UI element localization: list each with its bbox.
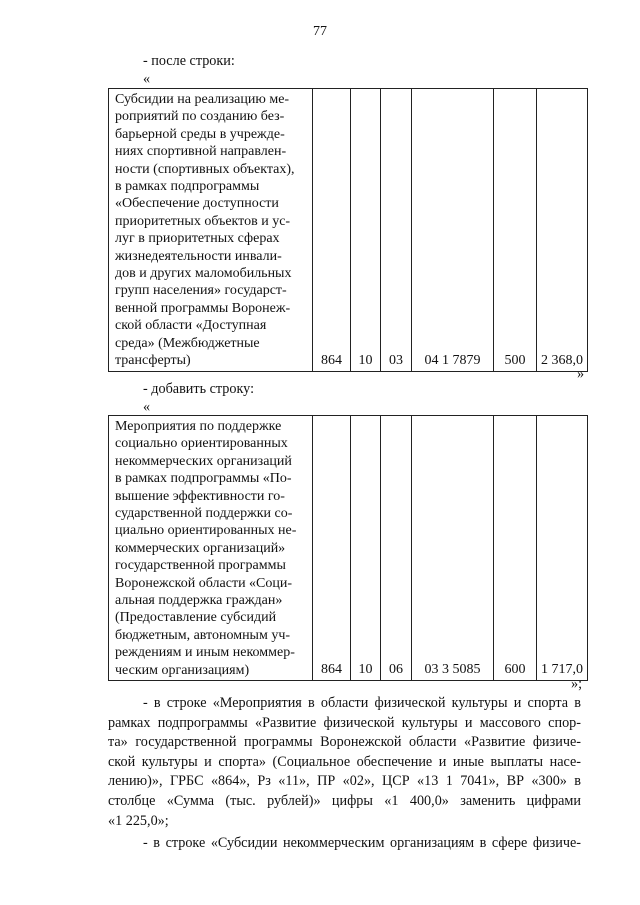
paragraph-line: - в строке «Мероприятия в области физической культуры и спорта в [143, 695, 581, 711]
section1-table [108, 88, 588, 372]
amendment-paragraph-2 [108, 834, 581, 854]
section2-rz: 10 [351, 416, 381, 681]
page-number: 77 [313, 24, 327, 39]
section1-grbs: 864 [313, 89, 351, 372]
paragraph-line: лению)», ГРБС «864», Рз «11», ПР «02», ЦСР «13 1 7041», ВР «300» в [108, 773, 581, 790]
section1-open-quote: « [143, 71, 151, 87]
section2-open-quote: « [143, 399, 151, 415]
section1-intro: - после строки: [143, 53, 235, 69]
section1-close-quote: » [577, 366, 585, 382]
table-row [109, 416, 588, 681]
amendment-paragraph-1 [108, 694, 581, 831]
section2-csr: 03 3 5085 [412, 416, 494, 681]
section2-vr: 600 [494, 416, 537, 681]
section2-intro: - добавить строку: [143, 381, 255, 397]
section1-pr: 03 [381, 89, 412, 372]
section1-description: Субсидии на реализацию ме- роприятий по созданию без- барьерной среды в учрежде- ниях спортивной направлен- ности (спортивных объектах), в рамках подпрограммы «Обеспечение доступности приоритетных объектов и ус- луг в приоритетных сферах жизнедеятельности инвали- дов и других маломобильных групп населения» государст- венной программы Воронеж- ской области «Доступная среда» (Межбюджетные трансферты) [109, 89, 313, 372]
section2-description: Мероприятия по поддержке социально ориентированных некоммерческих организаций в рамках подпрограммы «По- вышение эффективности го- сударственной поддержки со- циально ориентированных не- коммерческих организаций» государственной программы Воронежской области «Соци- альная поддержка граждан» (Предоставление субсидий бюджетным, автономным уч- реждениям и иным некоммер- ческим организациям) [109, 416, 313, 681]
section2-grbs: 864 [313, 416, 351, 681]
paragraph-line: - в строке «Субсидии некоммерческим организациям в сфере физиче- [143, 835, 581, 851]
paragraph-line: рамках подпрограммы «Развитие физической культуры и массового спор- [108, 714, 581, 731]
paragraph-line: ской культуры и спорта» (Социальное обеспечение и иные выплаты насе- [108, 753, 581, 770]
section1-amount: 2 368,0 [537, 89, 588, 372]
section2-close-quote: »; [571, 676, 583, 692]
paragraph-line: та» государственной программы Воронежской области «Развитие физиче- [108, 734, 581, 751]
section1-rz: 10 [351, 89, 381, 372]
section2-amount: 1 717,0 [537, 416, 588, 681]
section1-csr: 04 1 7879 [412, 89, 494, 372]
paragraph-line: столбце «Сумма (тыс. рублей)» цифры «1 400,0» заменить цифрами [108, 792, 581, 809]
paragraph-line: «1 225,0»; [108, 812, 169, 829]
section2-pr: 06 [381, 416, 412, 681]
section1-vr: 500 [494, 89, 537, 372]
section2-table [108, 415, 588, 681]
table-row [109, 89, 588, 372]
